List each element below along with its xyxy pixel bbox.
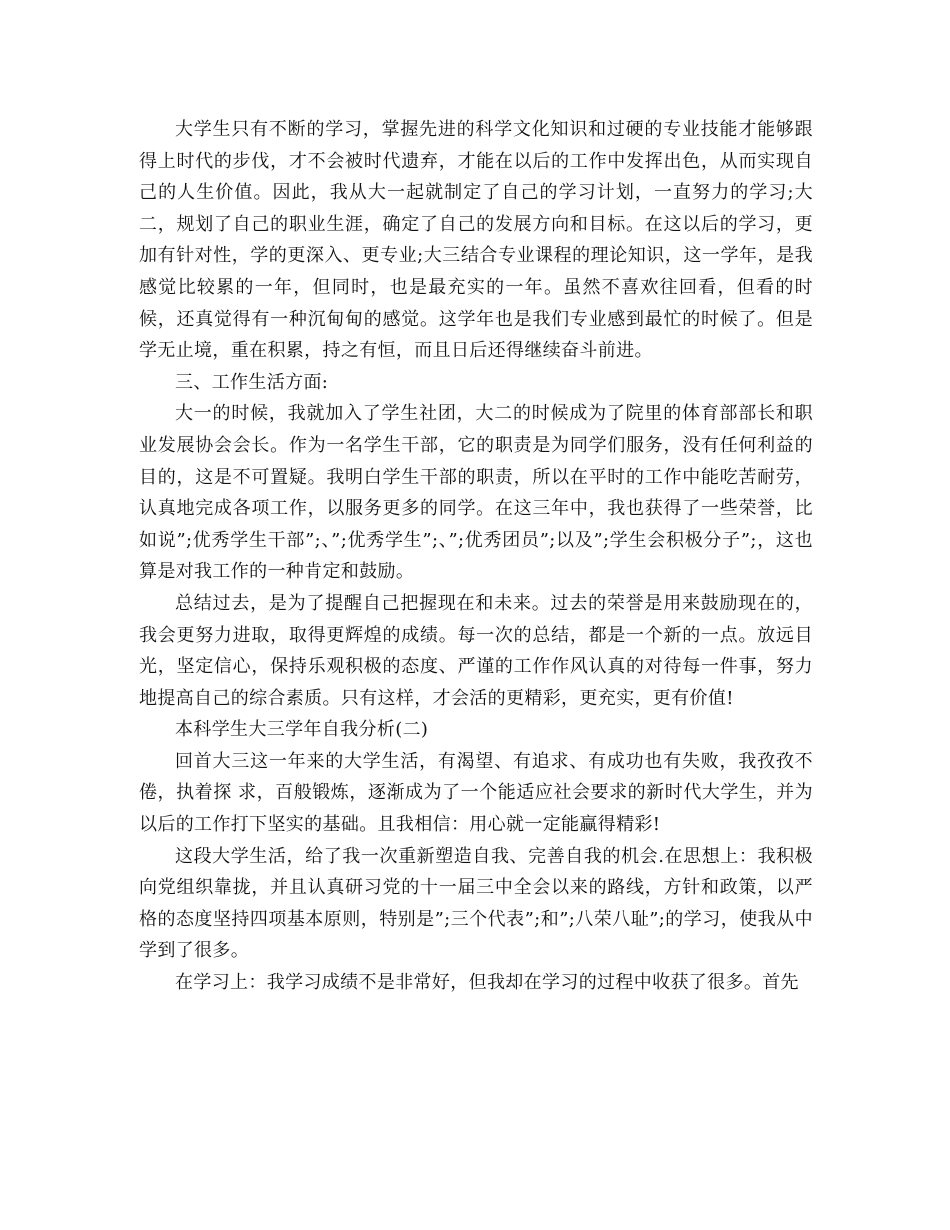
section-heading-self-analysis-2: 本科学生大三学年自我分析(二) [175, 719, 429, 741]
paragraph-summary: 总结过去，是为了提醒自己把握现在和未来。过去的荣誉是用来鼓励现在的，我会更努力进取，取得更辉煌的成绩。每一次的总结，都是一个新的一点。放远目光，坚定信心，保持乐观积极的态度、严谨的工作作风认真的对待每一件事，努力地提高自己的综合素质。只有这样，才会活的更精彩，更充实，更有价值! [139, 592, 813, 709]
paragraph-review: 回首大三这一年来的大学生活，有渴望、有追求、有成功也有失败，我孜孜不倦，执着探 求，百般锻炼，逐渐成为了一个能适应社会要求的新时代大学生，并为以后的工作打下坚实的基础。且我相信：用心就一定能赢得精彩! [139, 750, 813, 836]
paragraph-study: 大学生只有不断的学习，掌握先进的科学文化知识和过硬的专业技能才能够跟得上时代的步伐，才不会被时代遗弃，才能在以后的工作中发挥出色，从而实现自己的人生价值。因此，我从大一起就制定了自己的学习计划，一直努力的学习;大二，规划了自己的职业生涯，确定了自己的发展方向和目标。在这以后的学习，更加有针对性，学的更深入、更专业;大三结合专业课程的理论知识，这一学年，是我感觉比较累的一年，但同时，也是最充实的一年。虽然不喜欢往回看，但看的时候，还真觉得有一种沉甸甸的感觉。这学年也是我们专业感到最忙的时候了。但是学无止境，重在积累，持之有恒，而且日后还得继续奋斗前进。 [139, 119, 813, 362]
document-body [139, 114, 813, 999]
paragraph-thought: 这段大学生活，给了我一次重新塑造自我、完善自我的机会.在思想上：我积极向党组织靠拢，并且认真研习党的十一届三中全会以来的路线，方针和政策，以严格的态度坚持四项基本原则，特别是”;三个代表”;和”;八荣八耻”;的学习，使我从中学到了很多。 [139, 845, 813, 962]
paragraph-student-work: 大一的时候，我就加入了学生社团，大二的时候成为了院里的体育部部长和职业发展协会会长。作为一名学生干部，它的职责是为同学们服务，没有任何利益的目的，这是不可置疑。我明白学生干部的职责，所以在平时的工作中能吃苦耐劳，认真地完成各项工作，以服务更多的同学。在这三年中，我也获得了一些荣誉，比如说”;优秀学生干部”;、”;优秀学生”;、”;优秀团员”;以及”;学生会积极分子”;，这也算是对我工作的一种肯定和鼓励。 [139, 403, 813, 583]
paragraph-learning: 在学习上：我学习成绩不是非常好，但我却在学习的过程中收获了很多。首先 [175, 972, 799, 994]
section-heading-work-life: 三、工作生活方面: [175, 371, 329, 393]
